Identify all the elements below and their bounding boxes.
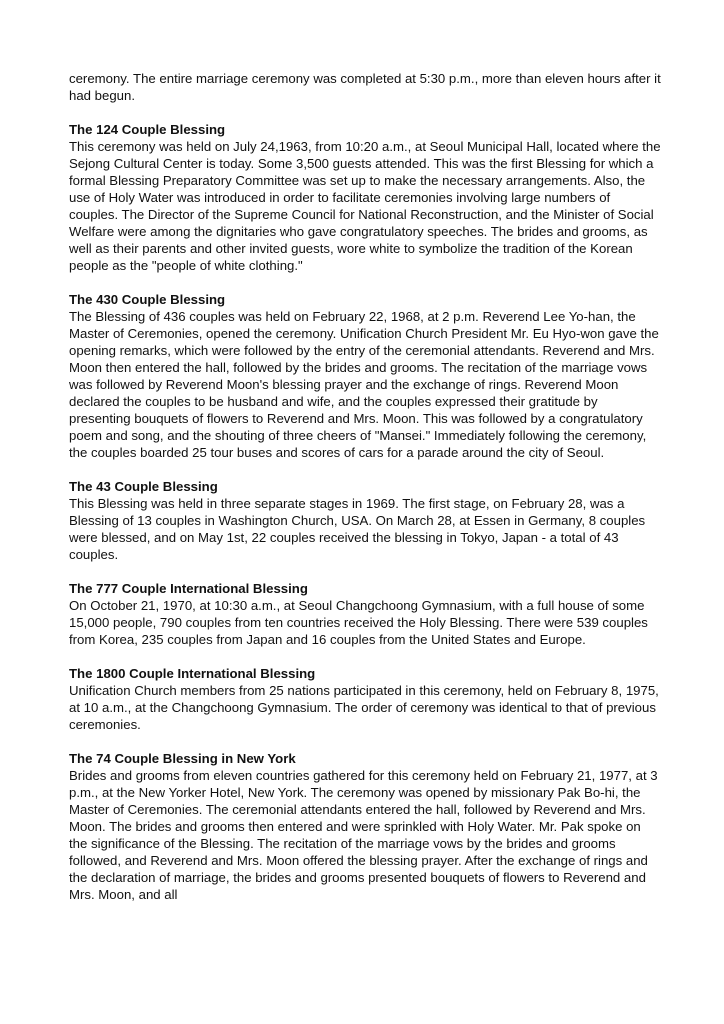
section-body: The Blessing of 436 couples was held on February 22, 1968, at 2 p.m. Reverend Lee Yo-han, the Master of Ceremonies, opened the ceremony. Unification Church President Mr. Eu Hyo-won gave the opening remarks, which were followed by the entry of the ceremonial attendants. Reverend and Mrs. Moon then entered the hall, followed by the brides and grooms. The recitation of the marriage vows was followed by Reverend Moon's blessing prayer and the exchange of rings. Reverend Moon declared the couples to be husband and wife, and the couples expressed their gratitude by presenting bouquets of flowers to Reverend and Mrs. Moon. This was followed by a congratulatory poem and song, and the shouting of three cheers of "Mansei." Immediately following the ceremony, the couples boarded 25 tour buses and scores of cars for a parade around the city of Seoul. [69, 309, 659, 460]
section-124-couple [69, 121, 661, 274]
section-body: Brides and grooms from eleven countries gathered for this ceremony held on February 21, 1977, at 3 p.m., at the New Yorker Hotel, New York. The ceremony was opened by missionary Pak Bo-hi, the Master of Ceremonies. The ceremonial attendants entered the hall, followed by Reverend and Mrs. Moon. The brides and grooms then entered and were sprinkled with Holy Water. Mr. Pak spoke on the significance of the Blessing. The recitation of the marriage vows by the brides and grooms followed, and Reverend and Mrs. Moon offered the blessing prayer. After the exchange of rings and the declaration of marriage, the brides and grooms presented bouquets of flowers to Reverend and Mrs. Moon, and all [69, 768, 658, 902]
intro-paragraph: ceremony. The entire marriage ceremony was completed at 5:30 p.m., more than eleven hours after it had begun. [69, 71, 661, 103]
document-page [69, 70, 661, 903]
section-body: On October 21, 1970, at 10:30 a.m., at Seoul Changchoong Gymnasium, with a full house of some 15,000 people, 790 couples from ten countries received the Holy Blessing. There were 539 couples from Korea, 235 couples from Japan and 16 couples from the United States and Europe. [69, 598, 648, 647]
section-430-couple [69, 291, 661, 461]
section-heading: The 430 Couple Blessing [69, 292, 226, 307]
section-heading: The 124 Couple Blessing [69, 122, 226, 137]
section-heading: The 74 Couple Blessing in New York [69, 751, 296, 766]
section-body: This Blessing was held in three separate stages in 1969. The first stage, on February 28, was a Blessing of 13 couples in Washington Church, USA. On March 28, at Essen in Germany, 8 couples were blessed, and on May 1st, 22 couples received the blessing in Tokyo, Japan - a total of 43 couples. [69, 496, 646, 562]
section-heading: The 777 Couple International Blessing [69, 581, 308, 596]
section-43-couple [69, 478, 661, 563]
section-777-couple [69, 580, 661, 648]
section-1800-couple [69, 665, 661, 733]
section-body: Unification Church members from 25 nations participated in this ceremony, held on February 8, 1975, at 10 a.m., at the Changchoong Gymnasium. The order of ceremony was identical to that of previous ceremonies. [69, 683, 659, 732]
section-body: This ceremony was held on July 24,1963, from 10:20 a.m., at Seoul Municipal Hall, located where the Sejong Cultural Center is today. Some 3,500 guests attended. This was the first Blessing for which a formal Blessing Preparatory Committee was set up to make the necessary arrangements. Also, the use of Holy Water was introduced in order to facilitate ceremonies involving large numbers of couples. The Director of the Supreme Council for National Reconstruction, and the Minister of Social Welfare were among the dignitaries who gave congratulatory speeches. The brides and grooms, as well as their parents and other invited guests, wore white to symbolize the tradition of the Korean people as the "people of white clothing." [69, 139, 661, 273]
section-heading: The 43 Couple Blessing [69, 479, 218, 494]
section-heading: The 1800 Couple International Blessing [69, 666, 316, 681]
section-74-couple-new-york [69, 750, 661, 903]
